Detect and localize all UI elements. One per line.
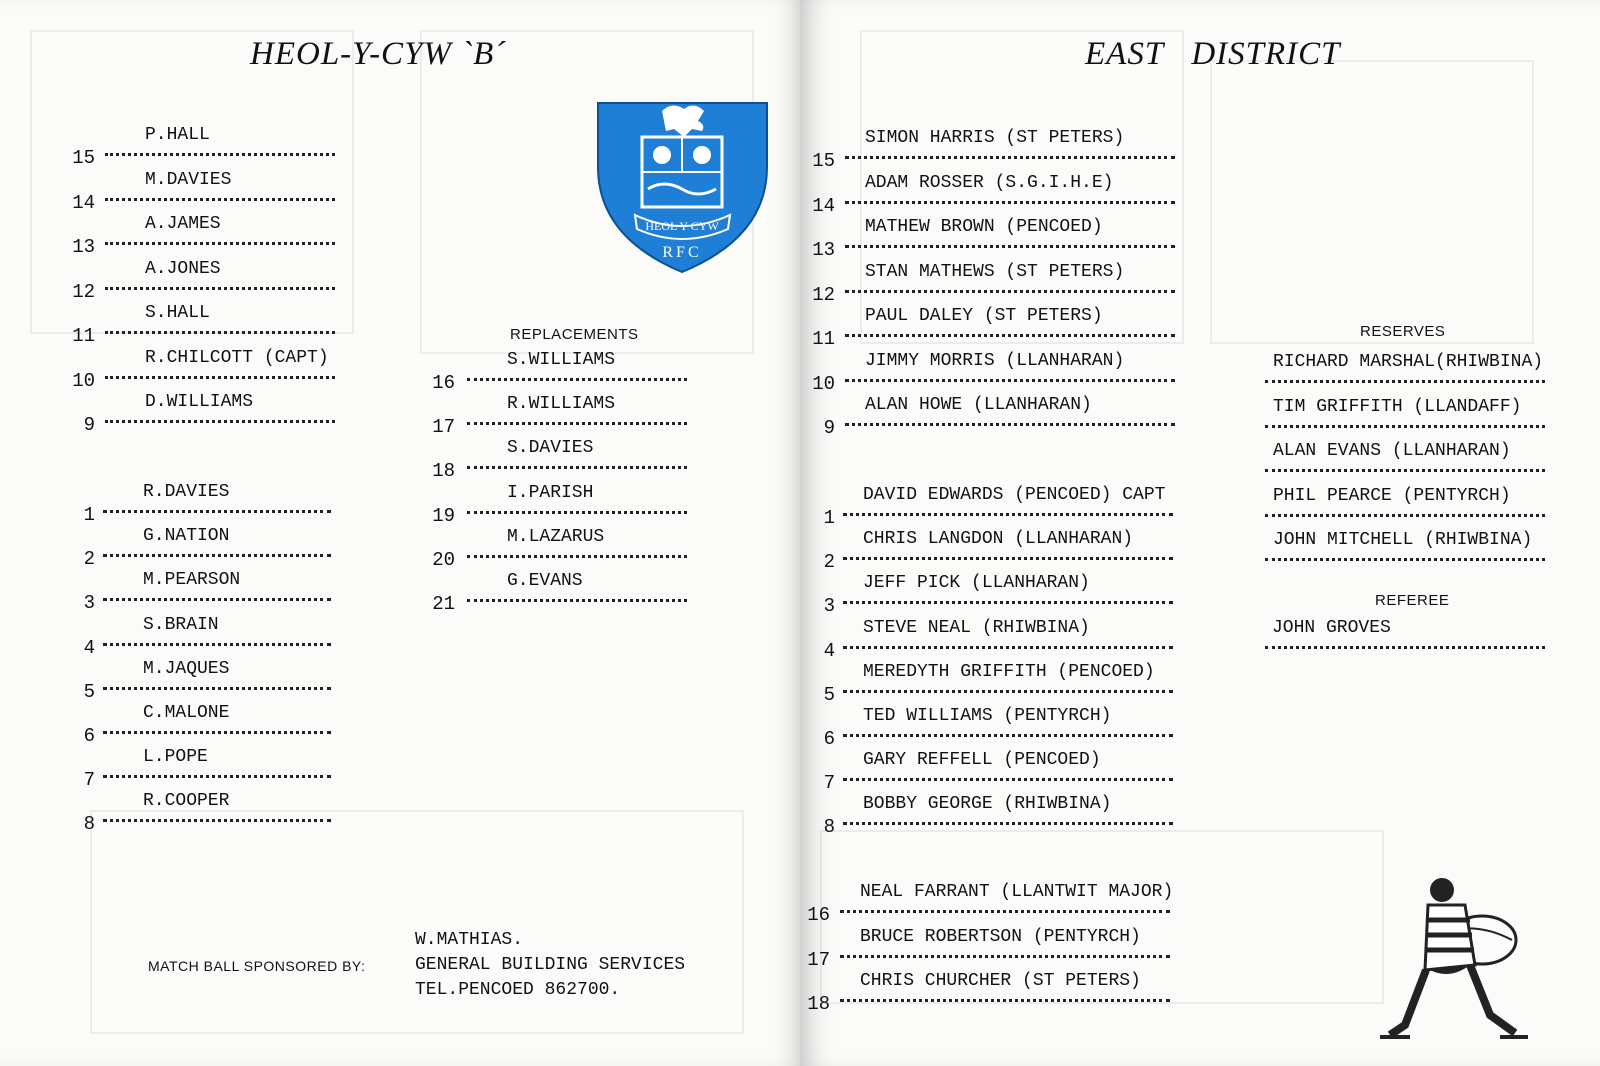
- rugby-player-icon: [1370, 875, 1530, 1045]
- dotted-line: [105, 236, 335, 245]
- player-name: R.CHILCOTT (CAPT): [145, 347, 329, 368]
- player-name: C.MALONE: [143, 703, 230, 723]
- shirt-number: 2: [823, 551, 835, 574]
- home-team-title: HEOL-Y-CYW `B´: [250, 36, 507, 72]
- player-name: M.LAZARUS: [507, 526, 605, 547]
- player-name: S.HALL: [145, 303, 210, 323]
- player-name: NEAL FARRANT (LLANTWIT MAJOR): [860, 882, 1174, 902]
- shirt-number: 9: [823, 417, 835, 439]
- dotted-line: [1265, 552, 1545, 561]
- dotted-line: [845, 417, 1175, 426]
- player-name: S.BRAIN: [143, 614, 219, 635]
- shirt-number: 17: [432, 416, 455, 439]
- dotted-line: [843, 551, 1173, 560]
- player-name: ADAM ROSSER (S.G.I.H.E): [865, 172, 1114, 193]
- player-name: GARY REFFELL (PENCOED): [863, 750, 1101, 771]
- dotted-line: [105, 281, 335, 290]
- dotted-line: [845, 239, 1175, 248]
- shirt-number: 8: [823, 816, 835, 839]
- crest-initials: RFC: [662, 244, 702, 261]
- player-name: D.WILLIAMS: [145, 392, 254, 412]
- player-name: JEFF PICK (LLANHARAN): [863, 573, 1090, 594]
- dotted-line: [1265, 463, 1545, 472]
- referee-dots: [1265, 640, 1545, 649]
- dotted-line: [467, 460, 687, 469]
- player-name: R.DAVIES: [143, 482, 230, 502]
- dotted-line: [103, 725, 331, 734]
- shirt-number: 7: [823, 772, 835, 795]
- shirt-number: 4: [83, 636, 95, 659]
- dotted-line: [840, 904, 1170, 913]
- dotted-line: [843, 595, 1173, 604]
- player-name: BOBBY GEORGE (RHIWBINA): [863, 794, 1112, 815]
- dotted-line: [103, 504, 331, 513]
- shirt-number: 13: [812, 239, 835, 261]
- dotted-line: [467, 593, 687, 602]
- shirt-number: 15: [812, 150, 835, 172]
- player-name: MEREDYTH GRIFFITH (PENCOED): [863, 661, 1155, 682]
- shirt-number: 6: [83, 725, 95, 747]
- player-name: A.JAMES: [145, 214, 221, 234]
- dotted-line: [103, 769, 331, 778]
- shirt-number: 21: [432, 593, 455, 615]
- shirt-number: 18: [807, 993, 830, 1015]
- shirt-number: 10: [72, 369, 95, 392]
- sponsor-line: TEL.PENCOED 862700.: [415, 980, 621, 1000]
- dotted-line: [845, 373, 1175, 382]
- shirt-number: 17: [807, 948, 830, 971]
- dotted-line: [843, 684, 1173, 693]
- reserves-heading: RESERVES: [1360, 323, 1446, 340]
- dotted-line: [467, 416, 687, 425]
- player-name: L.POPE: [143, 747, 208, 768]
- away-team-title: EAST DISTRICT: [1085, 36, 1341, 72]
- player-name: CHRIS CHURCHER (ST PETERS): [860, 971, 1141, 991]
- shirt-number: 16: [807, 904, 830, 926]
- sponsor-line: W.MATHIAS.: [415, 930, 524, 950]
- dotted-line: [845, 150, 1175, 159]
- dotted-line: [105, 147, 335, 156]
- shirt-number: 10: [812, 372, 835, 395]
- dotted-line: [103, 548, 331, 557]
- shirt-number: 12: [72, 280, 95, 303]
- player-name: JOHN MITCHELL (RHIWBINA): [1273, 530, 1533, 550]
- player-name: STAN MATHEWS (ST PETERS): [865, 261, 1125, 282]
- dotted-line: [105, 192, 335, 201]
- shirt-number: 6: [823, 728, 835, 750]
- dotted-line: [103, 813, 331, 822]
- show-through-advert: [1210, 60, 1534, 344]
- dotted-line: [843, 728, 1173, 737]
- player-name: R.COOPER: [143, 791, 230, 812]
- player-name: PAUL DALEY (ST PETERS): [865, 306, 1103, 326]
- player-name: G.EVANS: [507, 571, 583, 591]
- shirt-number: 8: [83, 813, 95, 836]
- dotted-line: [105, 414, 335, 423]
- dotted-line: [105, 325, 335, 334]
- player-name: ALAN EVANS (LLANHARAN): [1273, 441, 1511, 461]
- player-name: ALAN HOWE (LLANHARAN): [865, 395, 1092, 415]
- player-name: R.WILLIAMS: [507, 394, 616, 415]
- shirt-number: 4: [823, 639, 835, 662]
- dotted-line: [843, 640, 1173, 649]
- player-name: TED WILLIAMS (PENTYRCH): [863, 706, 1112, 726]
- shirt-number: 2: [83, 548, 95, 571]
- shirt-number: 3: [823, 595, 835, 618]
- player-name: M.DAVIES: [145, 169, 232, 190]
- player-name: M.JAQUES: [143, 658, 230, 679]
- crest-motto: HEOL Y CYW: [645, 219, 719, 233]
- shirt-number: 14: [812, 194, 835, 217]
- player-name: S.WILLIAMS: [507, 350, 616, 370]
- player-name: JIMMY MORRIS (LLANHARAN): [865, 350, 1125, 371]
- player-name: A.JONES: [145, 258, 221, 279]
- shirt-number: 11: [72, 325, 95, 347]
- player-name: PHIL PEARCE (PENTYRCH): [1273, 485, 1511, 506]
- sponsor-line: GENERAL BUILDING SERVICES: [415, 955, 686, 975]
- shirt-number: 13: [72, 236, 95, 258]
- dotted-line: [1265, 419, 1545, 428]
- player-name: I.PARISH: [507, 482, 594, 503]
- shirt-number: 3: [83, 592, 95, 615]
- club-crest-icon: [590, 97, 775, 277]
- shirt-number: 12: [812, 283, 835, 306]
- dotted-line: [843, 507, 1173, 516]
- shirt-number: 18: [432, 460, 455, 483]
- shirt-number: 9: [83, 414, 95, 436]
- dotted-line: [845, 284, 1175, 293]
- dotted-line: [1265, 374, 1545, 383]
- dotted-line: [467, 505, 687, 514]
- show-through-advert: [90, 810, 744, 1034]
- dotted-line: [103, 592, 331, 601]
- player-name: P.HALL: [145, 125, 210, 145]
- player-name: S.DAVIES: [507, 438, 594, 459]
- player-name: CHRIS LANGDON (LLANHARAN): [863, 529, 1134, 550]
- shirt-number: 20: [432, 548, 455, 571]
- player-name: DAVID EDWARDS (PENCOED) CAPT: [863, 485, 1166, 505]
- replacements-heading: REPLACEMENTS: [510, 326, 639, 343]
- player-name: STEVE NEAL (RHIWBINA): [863, 617, 1090, 638]
- dotted-line: [467, 549, 687, 558]
- shirt-number: 15: [72, 147, 95, 169]
- shirt-number: 1: [823, 507, 835, 529]
- shirt-number: 11: [812, 328, 835, 350]
- shirt-number: 16: [432, 372, 455, 394]
- player-name: BRUCE ROBERTSON (PENTYRCH): [860, 926, 1141, 947]
- shirt-number: 14: [72, 191, 95, 214]
- dotted-line: [103, 681, 331, 690]
- referee-heading: REFEREE: [1375, 592, 1450, 609]
- player-name: SIMON HARRIS (ST PETERS): [865, 128, 1125, 148]
- dotted-line: [840, 949, 1170, 958]
- dotted-line: [103, 637, 331, 646]
- dotted-line: [843, 772, 1173, 781]
- dotted-line: [840, 993, 1170, 1002]
- player-name: G.NATION: [143, 526, 230, 547]
- dotted-line: [467, 372, 687, 381]
- player-name: M.PEARSON: [143, 570, 241, 591]
- dotted-line: [845, 195, 1175, 204]
- shirt-number: 5: [823, 683, 835, 706]
- shirt-number: 19: [432, 504, 455, 527]
- shirt-number: 7: [83, 769, 95, 792]
- right-page: [800, 0, 1600, 1066]
- dotted-line: [843, 816, 1173, 825]
- player-name: TIM GRIFFITH (LLANDAFF): [1273, 396, 1522, 417]
- dotted-line: [1265, 508, 1545, 517]
- shirt-number: 1: [83, 504, 95, 526]
- player-name: MATHEW BROWN (PENCOED): [865, 217, 1103, 237]
- referee-name: JOHN GROVES: [1272, 618, 1391, 638]
- shirt-number: 5: [83, 680, 95, 703]
- player-name: RICHARD MARSHAL(RHIWBINA): [1273, 352, 1544, 372]
- dotted-line: [845, 328, 1175, 337]
- dotted-line: [105, 370, 335, 379]
- sponsor-label: MATCH BALL SPONSORED BY:: [148, 958, 366, 974]
